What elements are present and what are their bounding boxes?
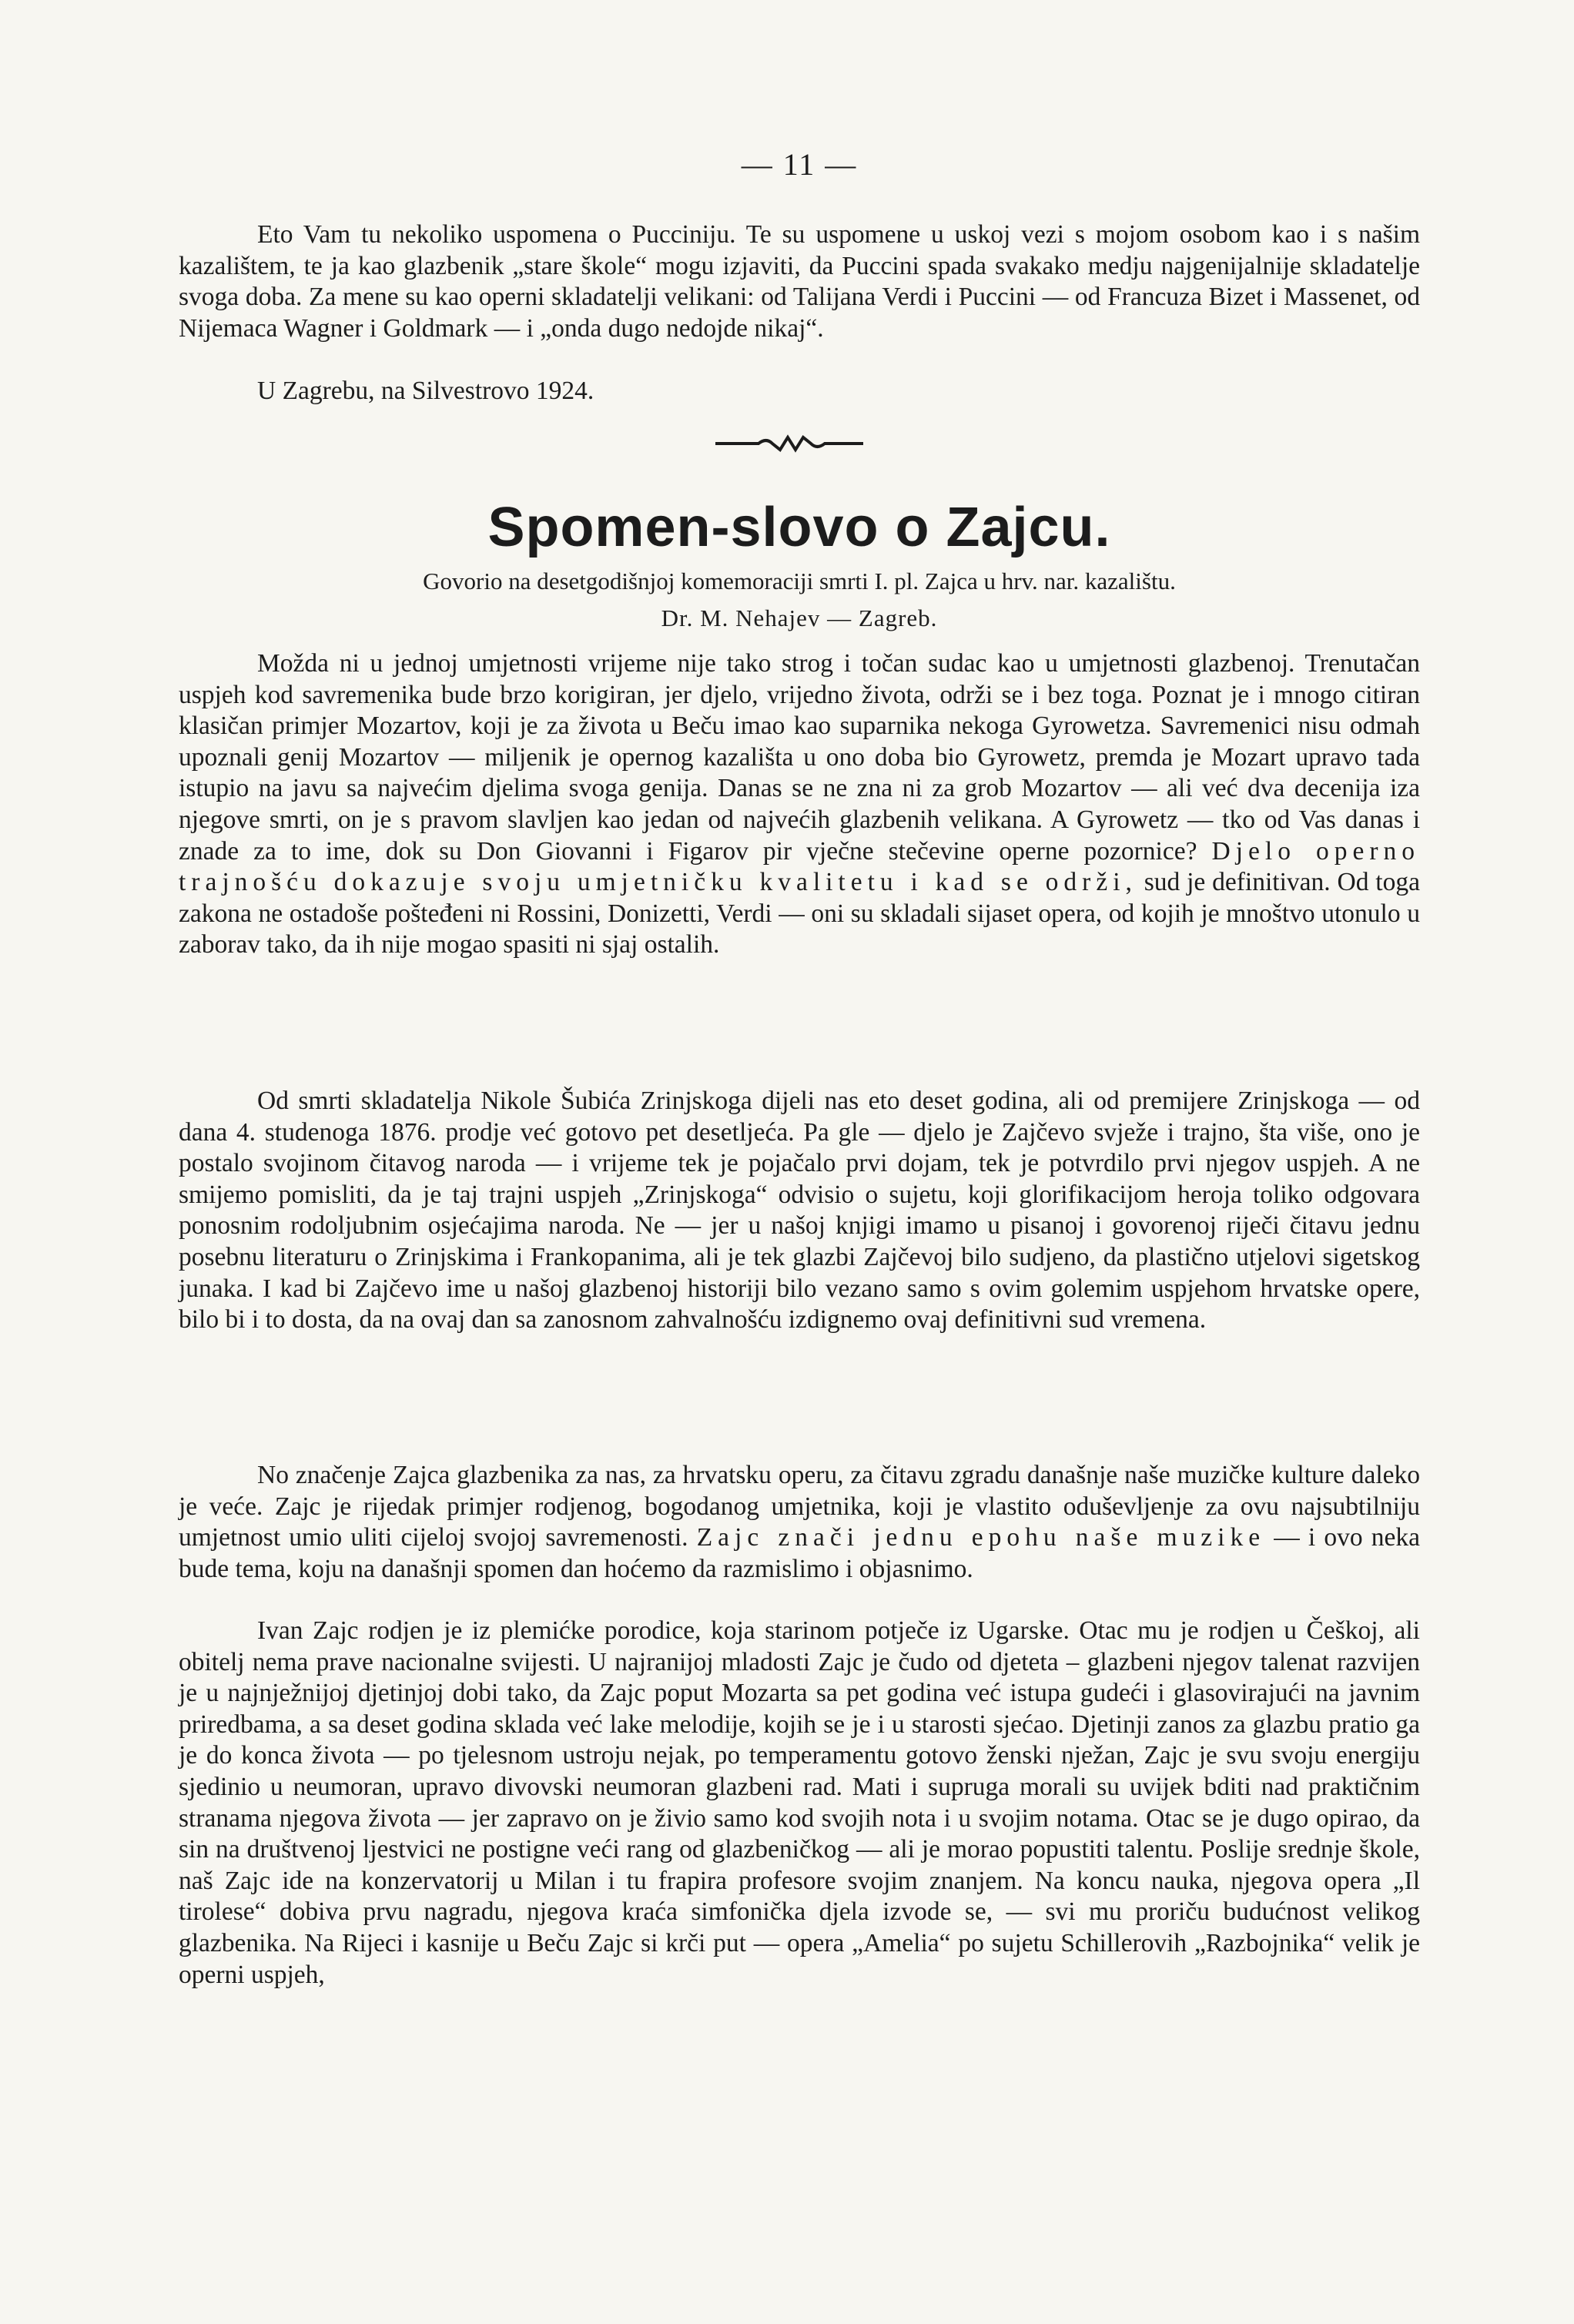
paragraph-3-text-a: No značenje Zajca glazbenika za nas, za hrvatsku operu, za čitavu zgradu današnje naše muzičke kulture daleko je veće. Zajc je rijedak primjer rodjenog, bogodanog umjetnika, koji je vlastito oduševljenje za ovu najsubtilniju umjetnost umio uliti cijeloj svojoj savremenosti. [179, 1461, 1420, 1552]
article-paragraph-3 [179, 1460, 1420, 1585]
article-paragraph-4: Ivan Zajc rodjen je iz plemićke porodice, koja starinom potječe iz Ugarske. Otac mu je rodjen u Češkoj, ali obitelj nema prave nacionalne svijesti. U najranijoj mladosti Zajc je čudo od djeteta – glazbeni njegov talenat razvijen je u najnježnijoj djetinjoj dobi tako, da Zajc poput Mozarta sa pet godina već istupa gudeći i glasovirajući na javnim priredbama, a sa deset godina sklada već lake melodije, kojih se je i u starosti sjećao. Djetinji zanos za glazbu pratio ga je do konca života — po tjelesnom ustroju nejak, po temperamentu gotovo ženski nježan, Zajc je svu svoju energiju sjedinio u neumoran, upravo divovski neumoran glazbeni rad. Mati i supruga morali su uvijek bditi nad praktičnim stranama njegova života — jer zapravo on je živio samo kod svojih nota i u svojim notama. Otac se je dugo opirao, da sin na društvenoj ljestvici ne postigne veći rang od glazbeničkog — ali je morao popustiti talentu. Poslije srednje škole, naš Zajc ide na konzervatorij u Milan i tu frapira profesore svojim znanjem. Na koncu nauka, njegova opera „Il tirolese“ dobiva prvu nagradu, njegova kraća simfonička djela izvode se, — svi mu proriču budućnost velikog glazbenika. Na Rijeci i kasnije u Beču Zajc si krči put — opera „Amelia“ po sujetu Schillerovih „Razbojnika“ velik je operni uspjeh, [179, 1616, 1420, 1989]
paragraph-1-text-a: Možda ni u jednoj umjetnosti vrijeme nije tako strog i točan sudac kao u umjetnosti glazbenoj. Trenutačan uspjeh kod savremenika bude brzo korigiran, jer djelo, vrijedno života, održi se i bez toga. Poznat je i mnogo citiran klasičan primjer Mozartov, koji je za života u Beču imao kao suparnika nekoga Gyrowetza. Savremenici nisu odmah upoznali genij Mozartov — miljenik je opernog kazališta u ono doba bio Gyrowetz, premda je Mozart upravo tada istupio na javu sa najvećim djelima svoga genija. Danas se ne zna ni za grob Mozartov — ali već dva decenija iza njegove smrti, on je s pravom slavljen kao jedan od najvećih glazbenih velikana. A Gyrowetz — tko od Vas danas i znade za to ime, dok su Don Giovanni i Figarov pir vječne stečevine operne pozornice? [179, 649, 1420, 866]
paragraph-1-text-b: sud je definitivan. Od toga zakona ne ostadoše pošteđeni ni Rossini, Donizetti, Verdi — oni su skladali sijaset opera, od kojih je mnoštvo utonulo u zaborav tako, da ih nije mogao spasiti ni sjaj ostalih. [179, 868, 1420, 959]
intro-signoff: U Zagrebu, na Silvestrovo 1924. [257, 377, 594, 405]
intro-paragraph: Eto Vam tu nekoliko uspomena o Pucciniju. Te su uspomene u uskoj vezi s mojom osobom kao i s našim kazalištem, te ja kao glazbenik „stare škole“ mogu izjaviti, da Puccini spada svakako medju najgenijalnije skladatelje svoga doba. Za mene su kao operni skladatelji velikani: od Talijana Verdi i Puccini — od Francuza Bizet i Massenet, od Nijemaca Wagner i Goldmark — i „onda dugo nedojde nikaj“. [179, 220, 1420, 343]
paragraph-3-spaced-text: Zajc znači jednu epohu naše muzike [696, 1523, 1266, 1552]
article-author: Dr. M. Nehajev — Zagreb. [661, 604, 938, 631]
page-number: — 11 — [741, 147, 858, 182]
article-paragraph-2: Od smrti skladatelja Nikole Šubića Zrinjskoga dijeli nas eto deset godina, ali od premijere Zrinjskoga — od dana 4. studenoga 1876. prodje već gotovo pet desetljeća. Pa gle — djelo je Zajčevo svježe i trajno, šta više, ono je postalo svojinom čitavog naroda — i vrijeme tek je pojačalo prvi dojam, tek je potvrdilo prvi njegov uspjeh. A ne smijemo pomisliti, da je taj trajni uspjeh „Zrinjskoga“ odvisio o sujetu, koji glorifikacijom heroja toliko odgovara ponosnim rodoljubnim osjećajima naroda. Ne — jer u našoj knjigi imamo u pisanoj i govorenoj riječi čitavu jednu posebnu literaturu o Zrinjskima i Frankopanima, ali je tek glazbi Zajčevoj bilo sudjeno, da plastično utjelovi sigetskog junaka. I kad bi Zajčevo ime u našoj glazbenoj historiji bilo vezano samo s ovim golemim uspjehom hrvatske opere, bilo bi i to dosta, da na ovaj dan sa zanosnom zahvalnošću izdignemo ovaj definitivni sud vremena. [179, 1087, 1420, 1334]
article-subtitle: Govorio na desetgodišnjoj komemoraciji smrti I. pl. Zajca u hrv. nar. kazalištu. [423, 568, 1176, 594]
article-paragraph-1 [179, 648, 1420, 961]
article-title: Spomen-slovo o Zajcu. [487, 497, 1111, 558]
paragraph-1-spaced-text: Djelo operno trajnošću dokazuje svoju umjetničku kvalitetu i kad se održi, [179, 836, 1421, 897]
ornament-divider-icon [712, 431, 866, 456]
paragraph-3-text-b: — i ovo neka bude tema, koju na današnji spomen dan hoćemo da razmislimo i objasnimo. [179, 1523, 1421, 1583]
